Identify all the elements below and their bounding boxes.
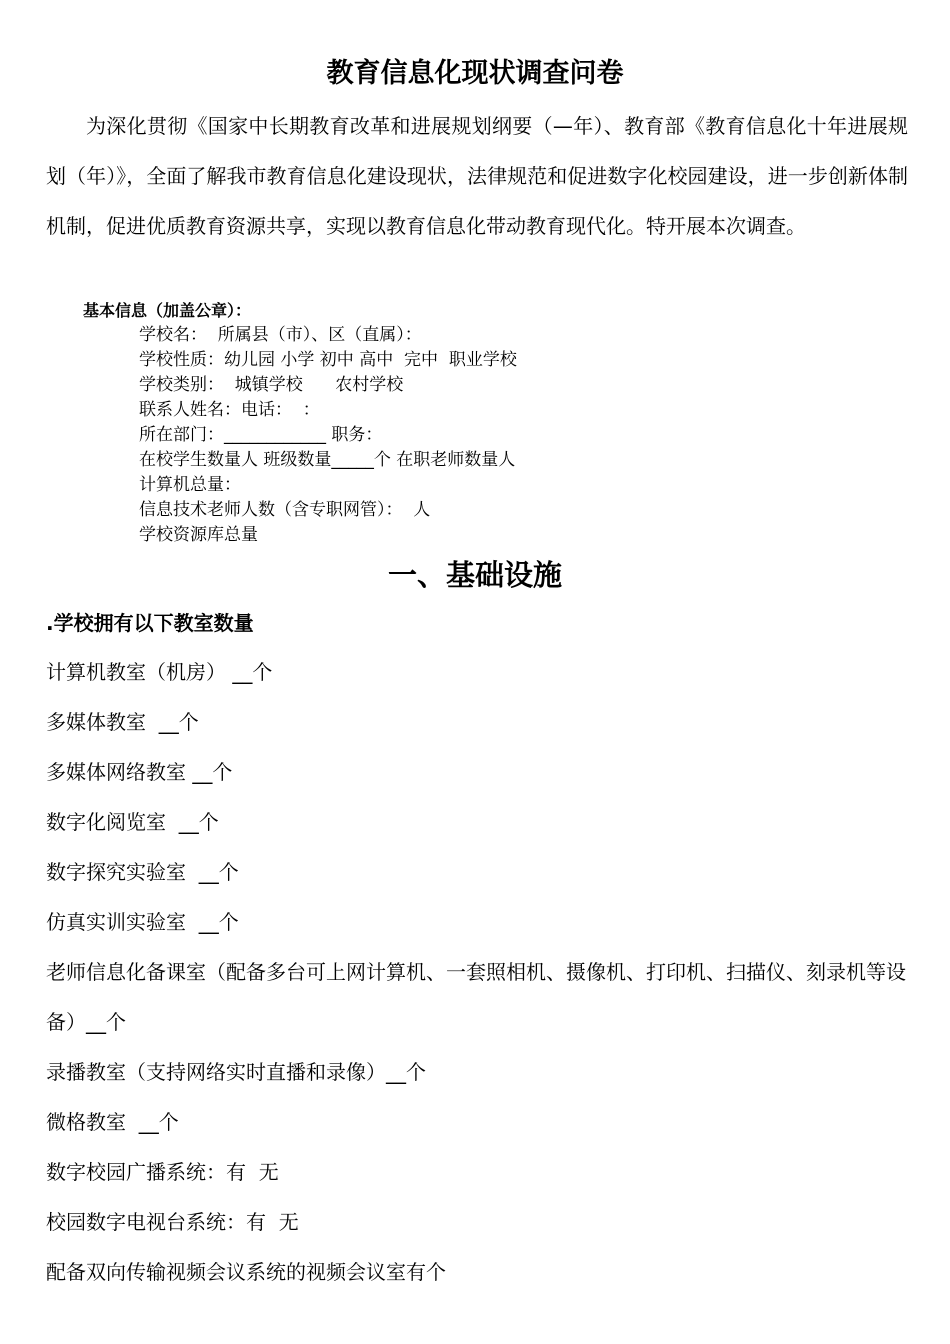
basic-info-school-name: 学校名： 所属县（市）、区（直属）： (139, 325, 422, 345)
list-item: 数字化阅览室 __个 (46, 810, 219, 834)
question-heading: .学校拥有以下教室数量 (46, 611, 254, 635)
list-item: 微格教室 __个 (46, 1110, 179, 1134)
list-item: 录播教室（支持网络实时直播和录像）__个 (46, 1060, 426, 1084)
basic-info-students: 在校学生数量人 班级数量_____个 在职老师数量人 (139, 450, 516, 470)
list-item: 配备双向传输视频会议系统的视频会议室有个 (46, 1260, 446, 1284)
basic-info-list (139, 323, 517, 548)
basic-info-resource-total: 学校资源库总量 (139, 525, 258, 545)
list-item: 计算机教室（机房） __个 (46, 660, 273, 684)
list-item: 仿真实训实验室 __个 (46, 910, 239, 934)
basic-info-heading: 基本信息（加盖公章）： (83, 301, 252, 320)
intro-paragraph: 为深化贯彻《国家中长期教育改革和进展规划纲要（—年）、教育部《教育信息化十年进展规划（年）》，全面了解我市教育信息化建设现状，法律规范和促进数字化校园建设，进一步创新体制机制，促进优质教育资源共享，实现以教育信息化带动教育现代化。特开展本次调查。 (46, 114, 908, 238)
basic-info-department: 所在部门：____________ 职务： (139, 425, 383, 445)
section-title: 一、基础设施 (387, 558, 562, 592)
basic-info-school-type: 学校类别： 城镇学校 农村学校 (139, 375, 404, 395)
list-item: 老师信息化备课室（配备多台可上网计算机、一套照相机、摄像机、打印机、扫描仪、刻录机等设备）__个 (46, 960, 906, 1034)
list-item: 数字探究实验室 __个 (46, 860, 239, 884)
basic-info-school-nature: 学校性质：幼儿园 小学 初中 高中 完中 职业学校 (139, 350, 517, 370)
list-item: 校园数字电视台系统：有 无 (46, 1210, 299, 1234)
list-item: 多媒体教室 __个 (46, 710, 199, 734)
basic-info-contact: 联系人姓名：电话： ： (139, 400, 320, 420)
document-title: 教育信息化现状调查问卷 (326, 58, 624, 89)
list-item: 数字校园广播系统：有 无 (46, 1160, 279, 1184)
basic-info-computers: 计算机总量： (139, 475, 241, 495)
basic-info-it-teachers: 信息技术老师人数（含专职网管）： 人 (139, 500, 431, 520)
classroom-item-list (46, 647, 908, 1297)
list-item: 多媒体网络教室 __个 (46, 760, 233, 784)
